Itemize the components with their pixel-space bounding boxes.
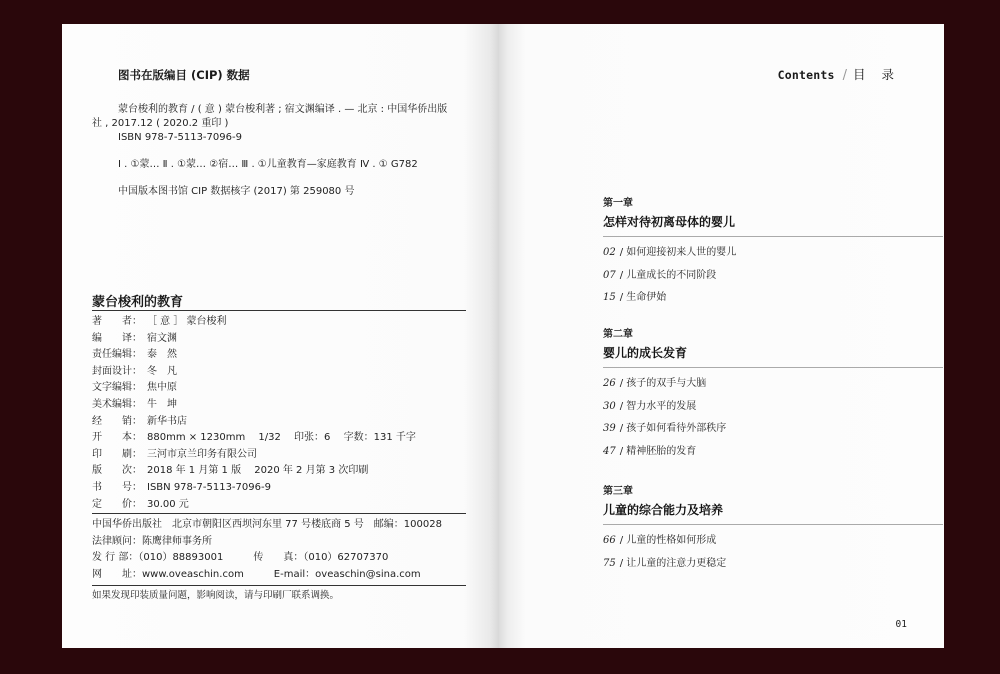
quality-notice: 如果发现印装质量问题，影响阅读，请与印刷厂联系调换。: [92, 590, 340, 601]
toc-page-number: 26: [603, 378, 616, 389]
divider: [603, 236, 943, 237]
toc-separator: /: [619, 269, 627, 281]
credit-key: 定 价：: [92, 498, 142, 510]
book-spread: [62, 24, 944, 648]
toc-entry-title: 儿童的性格如何形成: [626, 535, 717, 546]
toc-entry[interactable]: [603, 269, 943, 292]
toc-separator: /: [619, 423, 627, 435]
toc-entry-title: 精神胚胎的发育: [626, 446, 697, 458]
copyright-page: [62, 24, 499, 648]
credit-key: 封面设计：: [92, 365, 142, 377]
publisher-info: [92, 517, 466, 583]
toc-separator: /: [619, 378, 627, 389]
cip-record-number: 中国版本图书馆 CIP 数据核字 (2017) 第 259080 号: [118, 186, 355, 197]
credit-row: [92, 380, 466, 397]
cip-line: 蒙台梭利的教育 / ( 意 ) 蒙台梭利著 ; 宿文渊编译 . — 北京 : 中国华侨出版: [118, 104, 448, 115]
credits-list: [92, 314, 466, 513]
credit-row: [92, 447, 466, 464]
cip-line: 社 , 2017.12 ( 2020.2 重印 ): [92, 118, 229, 129]
credit-value: 焦中原: [147, 382, 177, 394]
toc-separator: /: [619, 247, 627, 258]
book-title: 蒙台梭利的教育: [92, 295, 184, 310]
toc-entry-title: 孩子如何看待外部秩序: [626, 423, 727, 435]
contents-title-zh: 目 录: [853, 67, 900, 82]
chapter-block: [603, 482, 943, 579]
credit-row: [92, 497, 466, 514]
chapter-label: 第二章: [603, 329, 633, 340]
credit-key: 编 译：: [92, 332, 142, 344]
chapter-block: [603, 325, 943, 468]
credit-row: [92, 430, 466, 447]
credit-row: [92, 397, 466, 414]
toc-entry-title: 孩子的双手与大脑: [626, 378, 707, 389]
toc-separator: /: [619, 292, 627, 304]
publisher-line: 中国华侨出版社 北京市朝阳区西坝河东里 77 号楼底商 5 号 邮编：100028: [92, 519, 442, 530]
credit-key: 书 号：: [92, 481, 142, 493]
toc-entry[interactable]: [603, 534, 943, 557]
chapter-title: 儿童的综合能力及培养: [603, 503, 724, 517]
toc-entry[interactable]: [603, 422, 943, 445]
credit-key: 版 次：: [92, 465, 142, 477]
publisher-line: 网 址：www.oveaschin.com E-mail：oveaschin@sina.com: [92, 568, 421, 580]
credit-value: 2018 年 1 月第 1 版 2020 年 2 月第 3 次印刷: [147, 465, 369, 477]
chapter-title: 怎样对待初离母体的婴儿: [603, 215, 736, 229]
toc-entry-title: 如何迎接初来人世的婴儿: [626, 247, 737, 258]
toc-page-number: 15: [603, 292, 616, 304]
credit-key: 著 者：: [92, 316, 142, 327]
toc-entry[interactable]: [603, 445, 943, 468]
chapter-title: 婴儿的成长发育: [603, 346, 688, 360]
toc-entry[interactable]: [603, 377, 943, 400]
credit-value: 宿文渊: [147, 332, 177, 344]
toc-entry-title: 生命伊始: [626, 292, 667, 304]
divider: [92, 585, 466, 586]
contents-heading: [778, 65, 900, 83]
heading-separator: /: [842, 68, 848, 83]
credit-row: [92, 463, 466, 480]
toc-page-number: 39: [603, 423, 616, 435]
credit-value: 新华书店: [147, 415, 187, 427]
credit-key: 美术编辑：: [92, 398, 142, 410]
credit-value: 880mm × 1230mm 1/32 印张：6 字数：131 千字: [147, 432, 416, 444]
cip-isbn: ISBN 978-7-5113-7096-9: [118, 132, 242, 143]
credit-value: ［ 意 ］ 蒙台梭利: [147, 316, 227, 327]
chapter-label: 第三章: [603, 486, 633, 497]
toc-entry[interactable]: [603, 557, 943, 580]
toc-entry-title: 儿童成长的不同阶段: [626, 269, 717, 281]
credit-value: 冬 凡: [147, 365, 177, 377]
chapter-block: [603, 194, 943, 314]
divider: [92, 513, 466, 514]
divider: [603, 524, 943, 525]
toc-entry[interactable]: [603, 246, 943, 269]
credit-value: 三河市京兰印务有限公司: [147, 448, 257, 460]
toc-page-number: 66: [603, 535, 616, 546]
credit-value: 30.00 元: [147, 498, 189, 510]
publisher-line: 发 行 部：（010）88893001 传 真：（010）62707370: [92, 552, 389, 563]
toc-separator: /: [619, 400, 627, 412]
contents-page: [499, 24, 944, 648]
credit-key: 经 销：: [92, 415, 142, 427]
credit-row: [92, 480, 466, 497]
credit-value: 泰 然: [147, 349, 177, 361]
credit-row: [92, 364, 466, 381]
credit-value: 牛 坤: [147, 398, 177, 410]
credit-key: 开 本：: [92, 432, 142, 444]
credit-row: [92, 314, 466, 331]
toc-entry-title: 智力水平的发展: [626, 400, 697, 412]
cip-title: 图书在版编目 (CIP) 数据: [118, 68, 250, 82]
toc-separator: /: [619, 446, 627, 458]
toc-page-number: 02: [603, 247, 616, 258]
publisher-line: 法律顾问：陈鹰律师事务所: [92, 535, 212, 547]
toc-page-number: 30: [603, 400, 616, 412]
credit-key: 责任编辑：: [92, 349, 142, 361]
credit-value: ISBN 978-7-5113-7096-9: [147, 481, 271, 493]
toc-page-number: 75: [603, 557, 616, 569]
toc-entry[interactable]: [603, 400, 943, 423]
toc-entry-title: 让儿童的注意力更稳定: [626, 557, 727, 569]
divider: [92, 310, 466, 311]
toc-page-number: 07: [603, 269, 616, 281]
toc-separator: /: [619, 557, 627, 569]
credit-row: [92, 414, 466, 431]
toc-page-number: 47: [603, 446, 616, 458]
divider: [603, 367, 943, 368]
credit-row: [92, 347, 466, 364]
credit-key: 文字编辑：: [92, 382, 142, 394]
credit-row: [92, 331, 466, 348]
chapter-label: 第一章: [603, 198, 633, 209]
toc-separator: /: [619, 535, 627, 546]
contents-title-en: Contents: [777, 68, 835, 82]
cip-classification: Ⅰ . ①蒙… Ⅱ . ①蒙… ②宿… Ⅲ . ①儿童教育—家庭教育 Ⅳ . ① G782: [118, 159, 418, 170]
page-number: 01: [895, 619, 907, 630]
toc-entry[interactable]: [603, 291, 943, 314]
credit-key: 印 刷：: [92, 448, 142, 460]
